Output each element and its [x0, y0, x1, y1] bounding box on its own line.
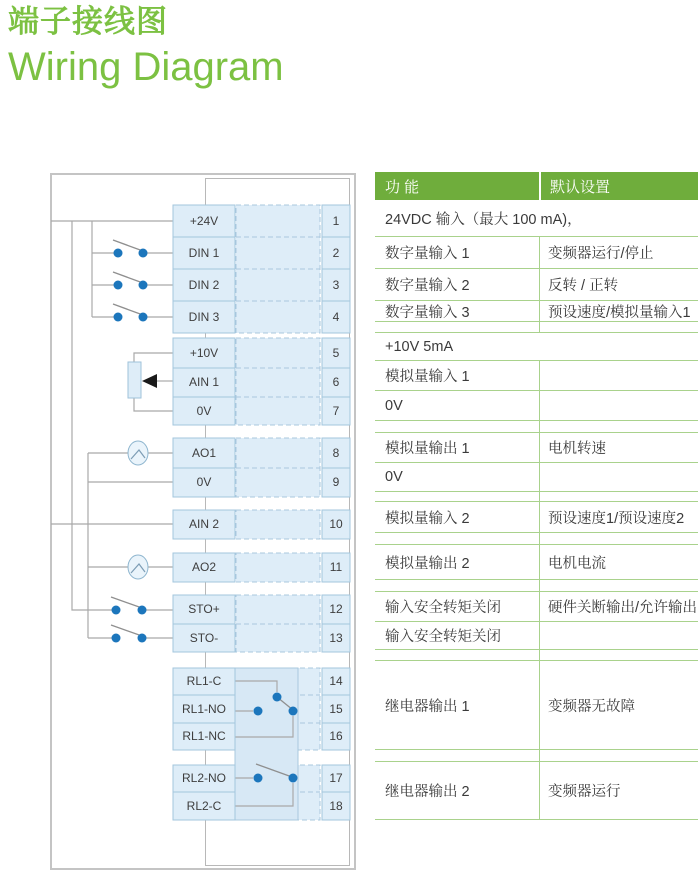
terminal-number: 2	[332, 246, 340, 260]
table-row	[375, 361, 698, 391]
terminal-number: 3	[332, 278, 340, 292]
default-setting-cell: 预设速度/模拟量输入1	[539, 301, 698, 321]
terminal-label: AIN 2	[188, 517, 220, 531]
table-row	[375, 269, 698, 301]
default-setting-cell: 反转 / 正转	[539, 269, 698, 300]
terminal-number: 15	[329, 702, 343, 716]
terminal-label: RL1-NC	[182, 729, 226, 743]
table-row	[375, 592, 698, 622]
table-row	[375, 237, 698, 269]
function-cell: 模拟量输出 2	[385, 555, 470, 572]
meter-icon-ao1	[128, 441, 148, 465]
function-cell: 继电器输出 2	[385, 784, 470, 800]
terminal-label: RL1-C	[186, 674, 222, 688]
default-setting-cell	[539, 622, 698, 649]
table-row	[375, 545, 698, 580]
terminal-number: 6	[332, 375, 340, 389]
terminal-number: 9	[332, 475, 340, 489]
function-table	[375, 172, 698, 820]
default-setting-cell: 硬件关断输出/允许输出	[539, 592, 698, 621]
function-cell: 继电器输出 1	[385, 698, 470, 715]
table-row	[375, 433, 698, 463]
table-row	[375, 200, 698, 237]
terminal-number: 1	[332, 214, 340, 228]
meter-icon-ao2	[128, 555, 148, 579]
table-separator-row	[375, 533, 698, 545]
terminal-label: AIN 1	[188, 375, 220, 389]
terminal-label: AO2	[191, 560, 217, 574]
terminal-number: 12	[329, 602, 343, 616]
terminal-label: DIN 1	[188, 246, 220, 260]
default-setting-cell	[539, 463, 698, 491]
terminal-label: DIN 3	[188, 310, 220, 324]
terminal-number: 4	[332, 310, 340, 324]
default-setting-cell: 变频器无故障	[539, 661, 698, 749]
terminal-number: 17	[329, 771, 343, 785]
table-row	[375, 502, 698, 533]
table-separator-row	[375, 580, 698, 592]
function-cell: 模拟量输入 1	[385, 369, 470, 385]
relay-contact-block	[235, 668, 298, 820]
table-row	[375, 661, 698, 750]
terminal-label: DIN 2	[188, 278, 220, 292]
table-row	[375, 301, 698, 322]
page-title-en: Wiring Diagram	[8, 45, 284, 89]
terminal-label: +24V	[189, 214, 219, 228]
terminal-label: STO-	[189, 631, 219, 645]
function-cell: 输入安全转矩关闭	[385, 629, 501, 645]
function-cell: 数字量输入 1	[385, 246, 470, 262]
default-setting-cell: 预设速度1/预设速度2	[539, 502, 698, 532]
terminal-number: 7	[332, 404, 340, 418]
default-setting-cell	[539, 361, 698, 390]
function-table-header	[375, 172, 698, 200]
page-title-zh: 端子接线图	[8, 4, 168, 39]
table-row	[375, 333, 698, 361]
default-setting-cell: 变频器运行/停止	[539, 237, 698, 268]
function-cell: 数字量输入 3	[385, 304, 470, 321]
function-cell: 0V	[385, 397, 403, 414]
terminal-number: 16	[329, 729, 343, 743]
terminal-label: 0V	[196, 475, 212, 489]
terminal-number: 14	[329, 674, 343, 688]
terminal-number: 13	[329, 631, 343, 645]
function-cell: 输入安全转矩关闭	[385, 600, 501, 616]
terminal-number: 18	[329, 799, 343, 813]
terminal-label: +10V	[189, 346, 219, 360]
function-cell: 24VDC 输入（最大 100 mA)，	[385, 211, 582, 228]
default-setting-cell	[539, 391, 698, 420]
table-separator-row	[375, 322, 698, 333]
terminal-label: AO1	[191, 446, 217, 460]
header-default-setting: 默认设置	[541, 172, 698, 200]
table-separator-row	[375, 650, 698, 661]
terminal-label: 0V	[196, 404, 212, 418]
default-setting-cell: 电机转速	[539, 433, 698, 462]
function-cell: +10V 5mA	[385, 338, 454, 355]
table-separator-row	[375, 421, 698, 433]
function-cell: 模拟量输入 2	[385, 510, 470, 527]
table-row	[375, 391, 698, 421]
function-cell: 数字量输入 2	[385, 278, 470, 294]
function-cell: 模拟量输出 1	[385, 441, 470, 457]
default-setting-cell: 变频器运行	[539, 762, 698, 819]
table-row	[375, 762, 698, 820]
table-separator-row	[375, 492, 698, 502]
terminal-label: RL2-NO	[181, 771, 227, 785]
function-cell: 0V	[385, 469, 403, 485]
table-separator-row	[375, 750, 698, 762]
header-function: 功 能	[375, 172, 539, 200]
terminal-number: 10	[329, 517, 343, 531]
terminal-number: 5	[332, 346, 340, 360]
terminal-number: 11	[329, 560, 343, 574]
table-row	[375, 463, 698, 492]
default-setting-cell: 电机电流	[539, 545, 698, 579]
table-row	[375, 622, 698, 650]
terminal-label: RL1-NO	[181, 702, 227, 716]
terminal-label: STO+	[188, 602, 220, 616]
terminal-label: RL2-C	[186, 799, 222, 813]
terminal-number: 8	[332, 446, 340, 460]
